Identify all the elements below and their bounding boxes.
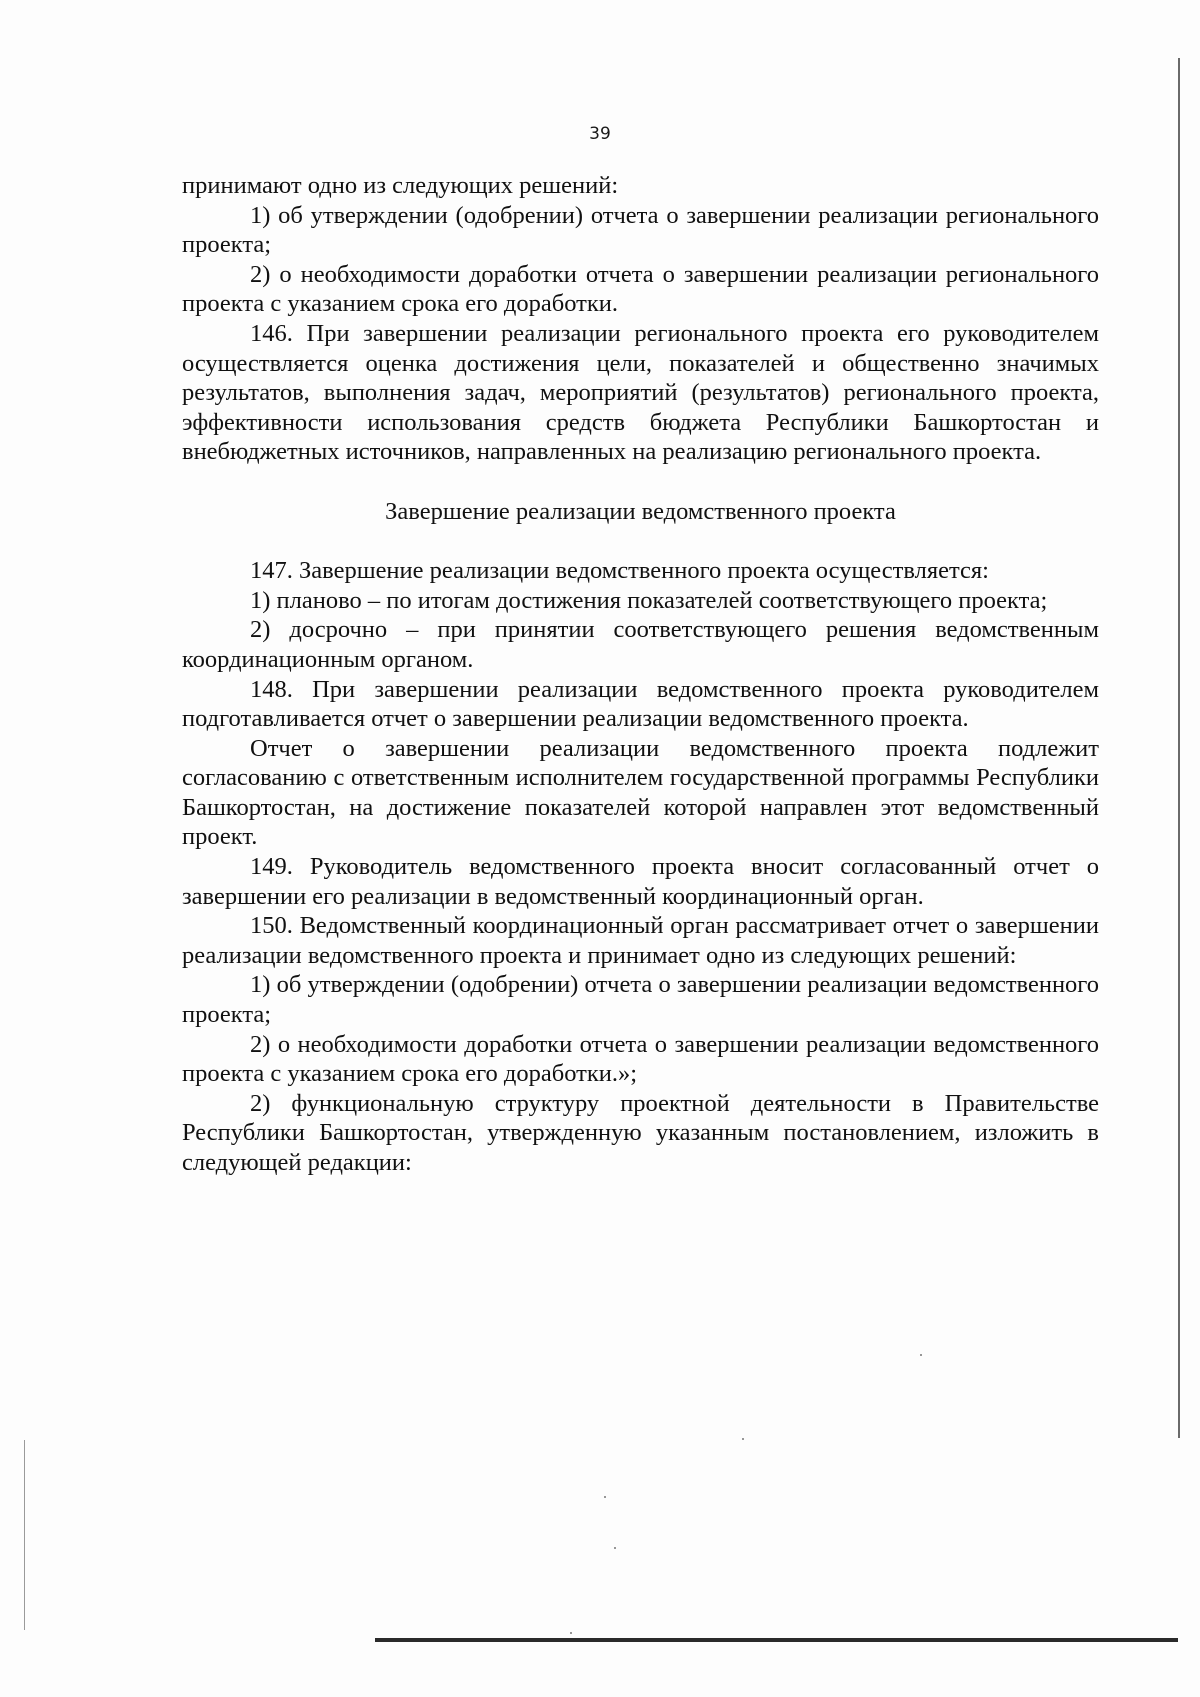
scan-speck [920,1354,922,1356]
paragraph: 2) о необходимости доработки отчета о завершении реализации регионального проекта с указанием срока его доработки. [182,260,1099,318]
paragraph: 150. Ведомственный координационный орган рассматривает отчет о завершении реализации ведомственного проекта и принимает одно из следующих решений: [182,912,1099,969]
paragraph: 146. При завершении реализации регионального проекта его руководителем осуществляется оценка достижения цели, показателей и общественно значимых результатов, выполнения задач, мероприятий (результатов) регионального проекта, эффективности использования средств бюджета Республики Башкортостан и внебюджетных источников, направленных на реализацию регионального проекта. [182,319,1099,466]
paragraph: Отчет о завершении реализации ведомственного проекта подлежит согласованию с ответственным исполнителем государственной программы Республики Башкортостан, на достижение показателей которой направлен этот ведомственный проект. [182,734,1099,851]
paragraph: 147. Завершение реализации ведомственного проекта осуществляется: [250,557,989,585]
paragraph: 148. При завершении реализации ведомственного проекта руководителем подготавливается отчет о завершении реализации ведомственного проекта. [182,675,1099,733]
scan-edge-left [24,1440,25,1630]
paragraph: 2) функциональную структуру проектной деятельности в Правительстве Республики Башкортостан, утвержденную указанным постановлением, изложить в следующей редакции: [182,1089,1099,1176]
paragraph: 2) досрочно – при принятии соответствующего решения ведомственным координационным органом. [182,616,1099,673]
paragraph: 2) о необходимости доработки отчета о завершении реализации ведомственного проекта с указанием срока его доработки.»; [182,1030,1099,1088]
scan-speck [614,1547,616,1549]
scan-speck [570,1632,572,1634]
scan-speck [604,1496,606,1498]
paragraph: 1) планово – по итогам достижения показателей соответствующего проекта; [250,586,1048,614]
scan-speck [742,1438,744,1440]
page-number: 39 [589,124,611,144]
section-heading: Завершение реализации ведомственного проекта [385,497,896,525]
paragraph: 1) об утверждении (одобрении) отчета о завершении реализации ведомственного проекта; [182,971,1099,1029]
document-body [182,171,1099,1178]
scan-edge-bottom [375,1638,1178,1642]
scan-edge-right [1178,58,1180,1438]
paragraph: 1) об утверждении (одобрении) отчета о завершении реализации регионального проекта; [182,201,1099,259]
paragraph: 149. Руководитель ведомственного проекта вносит согласованный отчет о завершении его реализации в ведомственный координационный орган. [182,853,1099,910]
paragraph: принимают одно из следующих решений: [182,172,619,199]
